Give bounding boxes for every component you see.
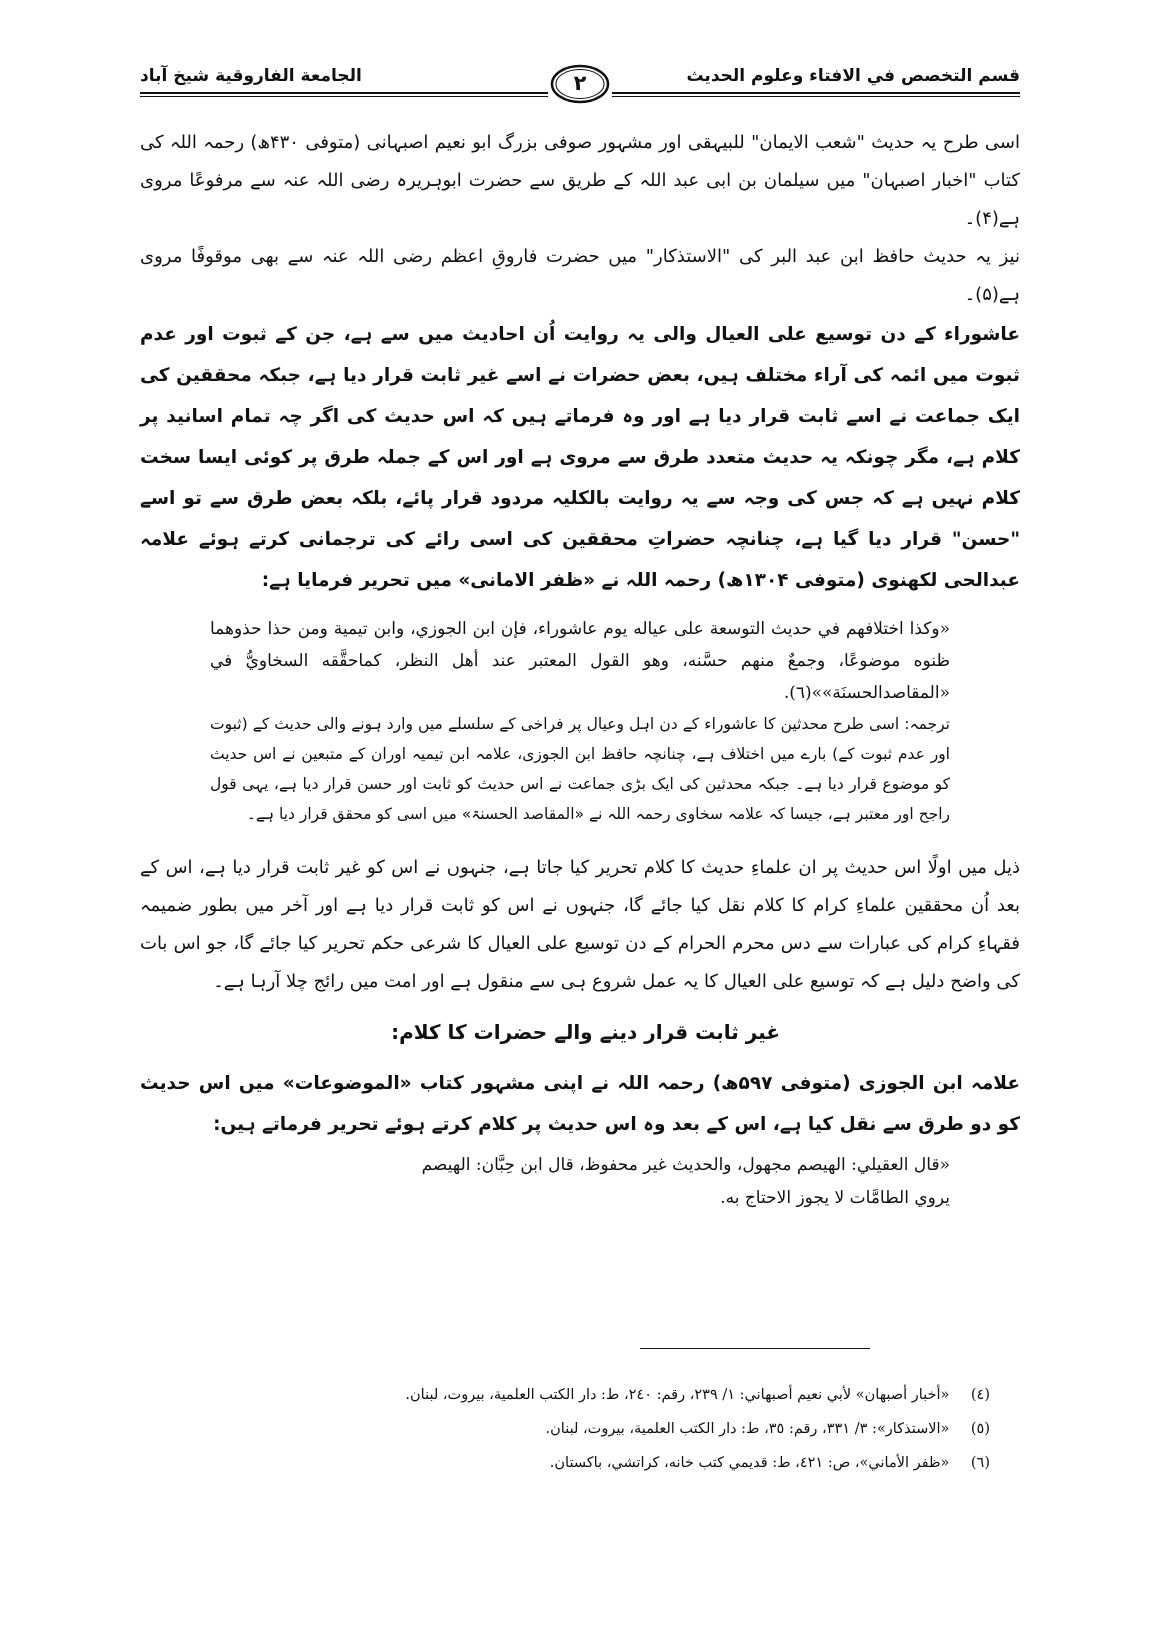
main-content bbox=[140, 124, 1020, 1215]
footnote-text: «الاستذكار»: ٣/ ٣٣١، رقم: ٣٥، ط: دار الكتب العلمية، بيروت، لبنان. bbox=[545, 1421, 950, 1437]
footnote-number: (٥) bbox=[970, 1421, 990, 1437]
arabic-quote-line: يروي الطامَّات لا يجوز الاحتاج به. bbox=[720, 1188, 950, 1208]
paragraph-al-istidhkar: نیز یہ حدیث حافظ ابن عبد البر کی "الاستذکار" میں حضرت فاروقِ اعظم رضی اللہ عنہ سے بھی موقوفًا مروی ہے(۵)۔ bbox=[140, 246, 1020, 305]
quote-al-uqayli bbox=[210, 1149, 950, 1215]
arabic-quote: «وكذا اختلافهم في حديث التوسعة على عياله يوم عاشوراء، فإن ابن الجوزي، وابن تيمية ومن حذا حذوهما ظنوه موضوعًا، وجمعٌ منهم حسَّنه، وهو القول المعتبر عند أهل النظر، كماحقَّقه السخاويُّ في «المقاصدالحسنَة»»(٦). bbox=[210, 619, 950, 703]
footnotes bbox=[140, 1378, 1020, 1480]
footnote-item bbox=[140, 1446, 1020, 1480]
footnote-item bbox=[140, 1412, 1020, 1446]
page-number-badge bbox=[548, 62, 612, 106]
footnote-number: (٤) bbox=[970, 1387, 990, 1403]
arabic-quote-line: «قال العقيلي: الهيصم مجهول، والحديث غير محفوظ، قال ابن حِبَّان: الهيصم bbox=[421, 1155, 950, 1175]
page-number: ٢ bbox=[573, 71, 587, 95]
footnote-number: (٦) bbox=[970, 1455, 990, 1471]
page-header bbox=[140, 58, 1020, 108]
footnote-separator bbox=[640, 1348, 870, 1349]
footnote-text: «ظفر الأماني»، ص: ٤٢١، ط: قديمي كتب خانه، كراتشي، باكستان. bbox=[549, 1455, 950, 1471]
paragraph-outline: ذیل میں اولًا اس حدیث پر ان علماءِ حدیث کا کلام تحریر کیا جاتا ہے، جنہوں نے اس کو غیر ثابت قرار دیا ہے، اس کے بعد اُن محققین علماءِ کرام کا کلام نقل کیا جائے گا، جنہوں نے اس کو ثابت قرار دیا ہے اور آخر میں بطور ضمیمہ فقہاءِ کرام کی عبارات سے دس محرم الحرام کے دن توسیع علی العیال کا شرعی حکم تحریر کیا جائے گا، جو اس بات کی واضح دلیل ہے کہ توسیع علی العیال کا یہ عمل شروع ہی سے منقول ہے اور امت میں رائج چلا آرہا ہے۔ bbox=[140, 857, 1020, 992]
footnote-text: «أخبار أصبهان» لأبي نعيم أصبهاني: ١/ ٢٣٩، رقم: ٢٤٠، ط: دار الكتب العلمية، بيروت، لبنان. bbox=[405, 1387, 950, 1403]
section-heading: غیر ثابت قرار دینے والے حضرات کا کلام: bbox=[391, 1020, 780, 1044]
footnote-item bbox=[140, 1378, 1020, 1412]
paragraph-ashura-narration: عاشوراء کے دن توسیع علی العیال والی یہ روایت اُن احادیث میں سے ہے، جن کے ثبوت اور عدم ثبوت میں ائمہ کی آراء مختلف ہیں، بعض حضرات نے اسے غیر ثابت قرار دیا ہے، جبکہ محققین کی ایک جماعت نے اسے ثابت قرار دیا ہے اور وہ فرماتے ہیں کہ اس حدیث کی اگر چہ تمام اسانید پر کلام ہے، مگر چونکہ یہ حدیث متعدد طرق سے مروی ہے اور اس کے جملہ طرق پر کوئی ایسا سخت کلام نہیں ہے کہ جس کی وجہ سے یہ روایت بالکلیہ مردود قرار پائے، بلکہ بعض طرق سے تو اسے "حسن" قرار دیا گیا ہے، چنانچہ حضراتِ محققین کی اسی رائے کی ترجمانی کرتے ہوئے علامہ عبدالحی لکھنوی (متوفی ۱۳۰۴ھ) رحمہ اللہ نے «ظفر الامانی» میں تحریر فرمایا ہے: bbox=[140, 324, 1020, 591]
quote-zafar-al-amani bbox=[210, 613, 950, 829]
header-department-title: قسم التخصص في الافتاء وعلوم الحديث bbox=[680, 66, 1020, 86]
urdu-translation: ترجمہ: اسی طرح محدثین کا عاشوراء کے دن اہل وعیال پر فراخی کے سلسلے میں وارد ہونے والی حدیث کے (ثبوت اور عدم ثبوت کے) بارے میں اختلاف ہے، چنانچہ حافظ ابن الجوزی، علامہ ابن تیمیہ اوران کے متبعین نے اس حدیث کو موضوع قرار دیا ہے۔ جبکہ محدثین کی ایک بڑی جماعت نے اس حدیث کو ثابت اور حسن قرار دیا ہے، یہی قول راجح اور معتبر ہے، جیسا کہ علامہ سخاوی رحمہ اللہ نے «المقاصد الحسنۃ» میں اسی کو محقق قرار دیا ہے۔ bbox=[210, 715, 950, 823]
paragraph-shuab-al-iman: اسی طرح یہ حدیث "شعب الایمان" للبیہقی اور مشہور صوفی بزرگ ابو نعیم اصبہانی (متوفی ۴۳۰ھ) رحمہ اللہ کی کتاب "اخبار اصبہان" میں سیلمان بن ابی عبد اللہ کے طریق سے حضرت ابوہریرہ رضی اللہ عنہ سے مرفوعًا مروی ہے(۴)۔ bbox=[140, 132, 1021, 229]
header-institution-title: الجامعة الفاروقية شيخ آباد bbox=[140, 66, 368, 86]
paragraph-ibn-al-jawzi: علامہ ابن الجوزی (متوفی ۵۹۷ھ) رحمہ اللہ نے اپنی مشہور کتاب «الموضوعات» میں اس حدیث کو دو طرق سے نقل کیا ہے، اس کے بعد وہ اس حدیث پر کلام کرتے ہوئے تحریر فرماتے ہیں: bbox=[140, 1073, 1020, 1135]
